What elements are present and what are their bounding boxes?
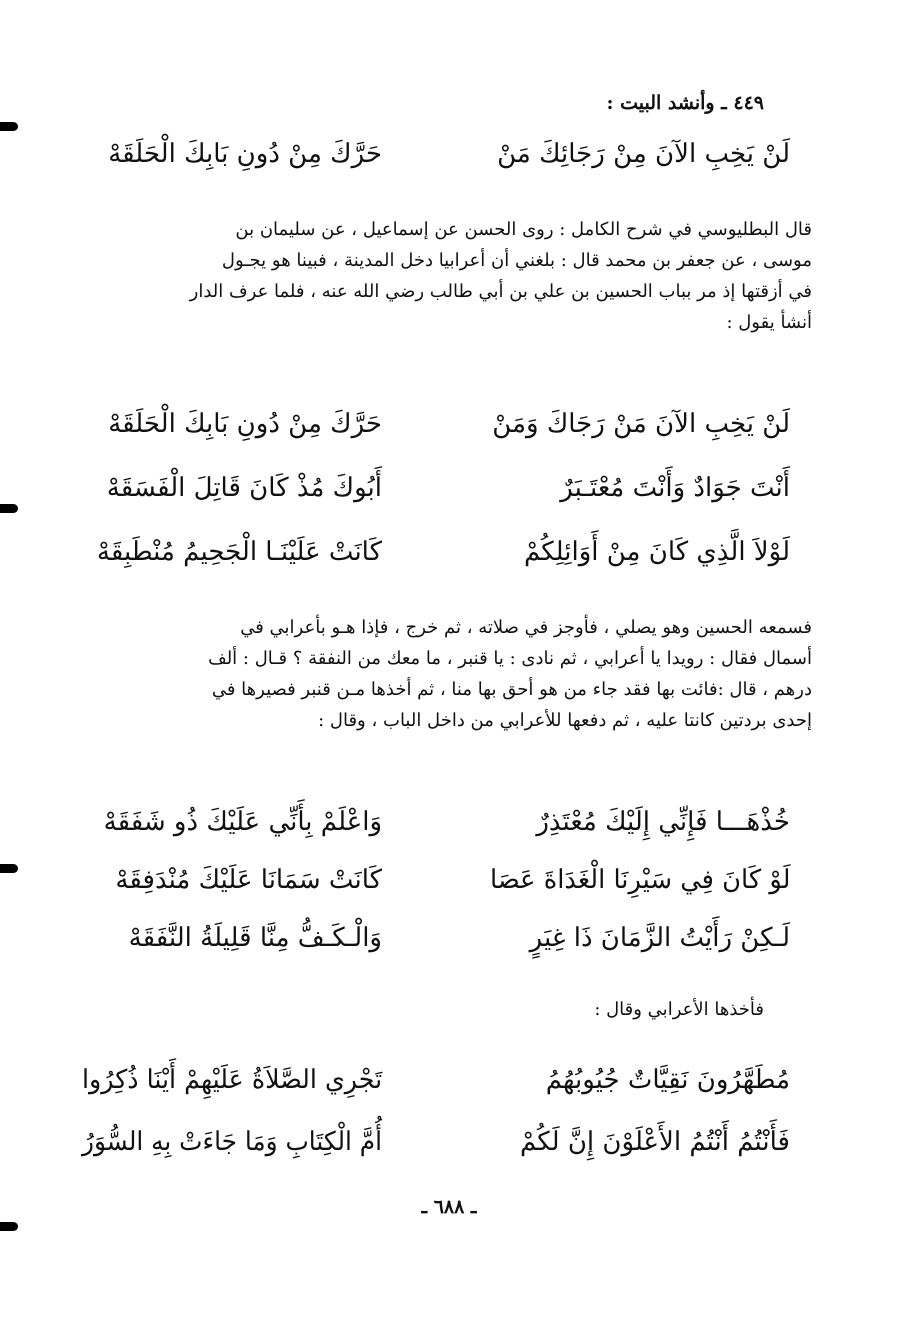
verse-line: [80, 400, 790, 448]
second-hemistich: أَبُوكَ مُذْ كَانَ قَاتِلَ الْفَسَقَهْ: [106, 473, 382, 503]
first-hemistich: لَوْلاَ الَّذِي كَانَ مِنْ أَوَائِلِكُمْ: [523, 537, 790, 567]
first-hemistich: لَنْ يَخِبِ الآنَ مِنْ رَجَائِكَ مَنْ: [497, 139, 790, 169]
prose-line: أنشأ يقول :: [726, 312, 812, 333]
first-hemistich: لَـكِنْ رَأَيْتُ الزَّمَانَ ذَا غِيَرٍ: [529, 923, 790, 953]
first-hemistich: لَوْ كَانَ فِي سَيْرِنَا الْغَدَاةَ عَصَا: [489, 865, 790, 895]
scan-edge-mark: [0, 122, 18, 131]
verse-line: [80, 914, 790, 962]
second-hemistich: كَانَتْ سَمَانَا عَلَيْكَ مُنْدَفِقَهْ: [115, 865, 382, 895]
verse-line: [80, 1056, 790, 1104]
prose-line: موسى ، عن جعفر بن محمد قال : بلغني أن أعرابيا دخل المدينة ، فبينا هو يجـول: [221, 250, 812, 271]
prose-line: قال البطليوسي في شرح الكامل : روى الحسن عن إسماعيل ، عن سليمان بن: [235, 219, 812, 240]
prose-line: في أزقتها إذ مر بباب الحسين بن علي بن أبي طالب رضي الله عنه ، فلما عرف الدار: [189, 281, 812, 302]
second-hemistich: وَالْـكَـفُّ مِنَّا قَلِيلَةُ النَّفَقَهْ: [128, 923, 382, 953]
second-hemistich: وَاعْلَمْ بِأَنِّي عَلَيْكَ ذُو شَفَقَهْ: [103, 807, 382, 837]
prose-line: أسمال فقال : رويدا يا أعرابي ، ثم نادى : يا قنبر ، ما معك من النفقة ؟ قـال : ألف: [208, 648, 812, 669]
first-hemistich: خُذْهَـــا فَإِنِّي إِلَيْكَ مُعْتَذِرٌ: [536, 807, 790, 837]
prose-line: إحدى بردتين كانتا عليه ، ثم دفعها للأعرابي من داخل الباب ، وقال :: [318, 710, 812, 731]
prose-paragraph: [86, 214, 812, 338]
verse-line: [80, 528, 790, 576]
verse-line: [80, 856, 790, 904]
second-hemistich: تَجْرِي الصَّلاَةُ عَلَيْهِمْ أَيْنَا ذُكِرُوا: [81, 1065, 382, 1095]
entry-heading: ٤٤٩ ـ وأنشد البيت :: [606, 92, 764, 114]
verse-intro: فأخذها الأعرابي وقال :: [594, 999, 764, 1020]
scan-edge-mark: [0, 864, 18, 873]
first-hemistich: لَنْ يَخِبِ الآنَ مَنْ رَجَاكَ وَمَنْ: [492, 409, 790, 439]
first-hemistich: مُطَهَّرُونَ نَقِيَّاتٌ جُيُوبُهُمُ: [545, 1065, 790, 1095]
verse-line: [80, 130, 790, 178]
verse-line: [80, 1118, 790, 1166]
second-hemistich: أُمَّ الْكِتَابِ وَمَا جَاءَتْ بِهِ السُّوَرُ: [82, 1127, 382, 1157]
second-hemistich: حَرَّكَ مِنْ دُونِ بَابِكَ الْحَلَقَهْ: [108, 139, 382, 169]
second-hemistich: حَرَّكَ مِنْ دُونِ بَابِكَ الْحَلَقَهْ: [108, 409, 382, 439]
verse-line: [80, 798, 790, 846]
prose-line: درهم ، قال :فائت بها فقد جاء من هو أحق بها منا ، ثم أخذها مـن قنبر فصيرها في: [211, 679, 812, 700]
scan-edge-mark: [0, 504, 18, 513]
verse-line: [80, 464, 790, 512]
prose-paragraph: [86, 612, 812, 736]
scan-edge-mark: [0, 1222, 18, 1231]
first-hemistich: أَنْتَ جَوَادٌ وَأَنْتَ مُعْتَـبَرٌ: [560, 473, 790, 503]
prose-line: فسمعه الحسين وهو يصلي ، فأوجز في صلاته ، ثم خرج ، فإذا هـو بأعرابي في: [240, 617, 812, 638]
second-hemistich: كَانَتْ عَلَيْنَـا الْجَحِيمُ مُنْطَبِقَهْ: [96, 537, 382, 567]
page-number: ـ ٦٨٨ ـ: [421, 1196, 477, 1218]
first-hemistich: فَأَنْتُمُ أَنْتُمُ الأَعْلَوْنَ إِنَّ لَكُمْ: [519, 1127, 790, 1157]
